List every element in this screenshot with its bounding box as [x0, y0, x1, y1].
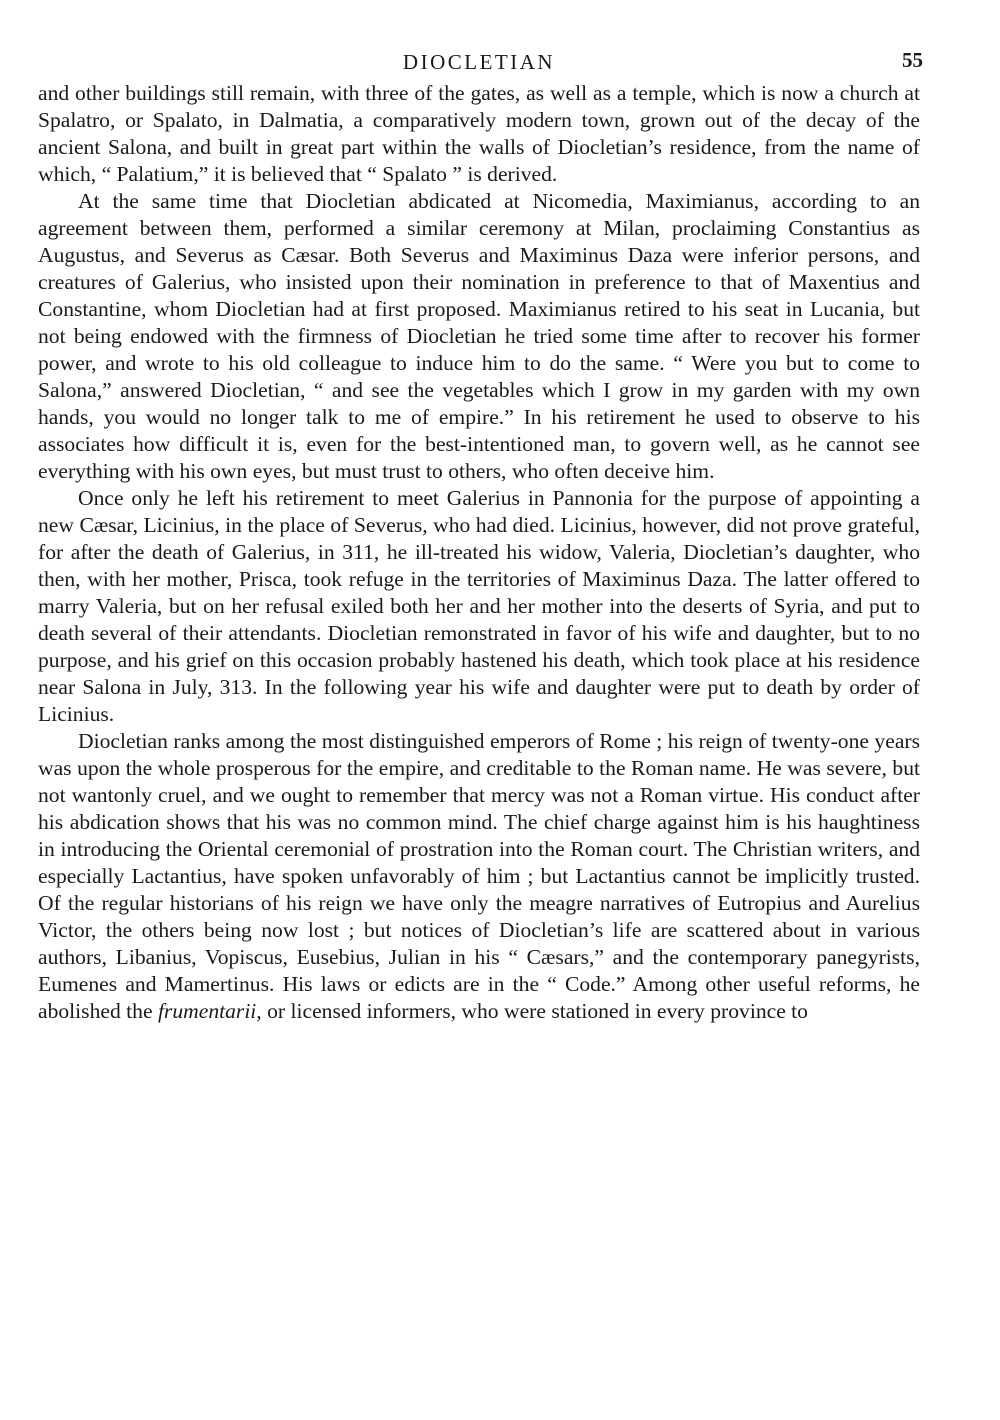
paragraph-4-text-end: or licensed informers, who were stationed in every province to: [261, 999, 808, 1023]
page-header: [38, 40, 923, 80]
italic-term: frumentarii,: [157, 999, 262, 1023]
paragraph-4-text: Diocletian ranks among the most distinguished emperors of Rome ; his reign of twenty-one years was upon the whole prosperous for the empire, and creditable to the Roman name. He was severe, but not wantonly cruel, and we ought to remember that mercy was not a Roman virtue. His conduct after his abdication shows that his was no common mind. The chief charge against him is his haughtiness in introducing the Oriental ceremonial of prostration into the Roman court. The Christian writers, and especially Lactantius, have spoken unfavorably of him ; but Lactantius cannot be implicitly trusted. Of the regular historians of his reign we have only the meagre narratives of Eutropius and Aurelius Victor, the others being now lost ; but notices of Diocletian’s life are scattered about in various authors, Libanius, Vopiscus, Eusebius, Julian in his “ Cæsars,” and the contemporary panegyrists, Eumenes and Mamertinus. His laws or edicts are in the “ Code.” Among other useful reforms, he abolished the: [38, 729, 920, 1023]
paragraph-1: and other buildings still remain, with three of the gates, as well as a temple, which is now a church at Spalatro, or Spalato, in Dalmatia, a comparatively modern town, grown out of the decay of the ancient Salona, and built in great part within the walls of Diocletian’s residence, from the name of which, “ Palatium,” it is believed that “ Spalato ” is derived.: [38, 81, 920, 186]
paragraph-2: At the same time that Diocletian abdicated at Nicomedia, Maximianus, according to an agreement between them, performed a similar ceremony at Milan, proclaiming Constantius as Augustus, and Severus as Cæsar. Both Severus and Maximinus Daza were inferior persons, and creatures of Galerius, who insisted upon their nomination in preference to that of Maxentius and Constantine, whom Diocletian had at first proposed. Maximianus retired to his seat in Lucania, but not being endowed with the firmness of Diocletian he tried some time after to recover his former power, and wrote to his old colleague to induce him to do the same. “ Were you but to come to Salona,” answered Diocletian, “ and see the vegetables which I grow in my garden with my own hands, you would no longer talk to me of empire.” In his retirement he used to observe to his associates how difficult it is, even for the best-intentioned man, to govern well, as he cannot see everything with his own eyes, but must trust to others, who often deceive him.: [38, 189, 920, 483]
page-number: 55: [902, 48, 923, 72]
running-title: DIOCLETIAN: [402, 50, 556, 74]
book-page: [38, 40, 923, 1025]
paragraph-3: Once only he left his retirement to meet Galerius in Pannonia for the purpose of appointing a new Cæsar, Licinius, in the place of Severus, who had died. Licinius, however, did not prove grateful, for after the death of Galerius, in 311, he ill-treated his widow, Valeria, Diocletian’s daughter, who then, with her mother, Prisca, took refuge in the territories of Maximinus Daza. The latter offered to marry Valeria, but on her refusal exiled both her and her mother into the deserts of Syria, and put to death several of their attendants. Diocletian remonstrated in favor of his wife and daughter, but to no purpose, and his grief on this occasion probably hastened his death, which took place at his residence near Salona in July, 313. In the following year his wife and daughter were put to death by order of Licinius.: [38, 486, 920, 726]
body-text: [38, 80, 920, 1025]
paragraph-4: [38, 728, 920, 1025]
